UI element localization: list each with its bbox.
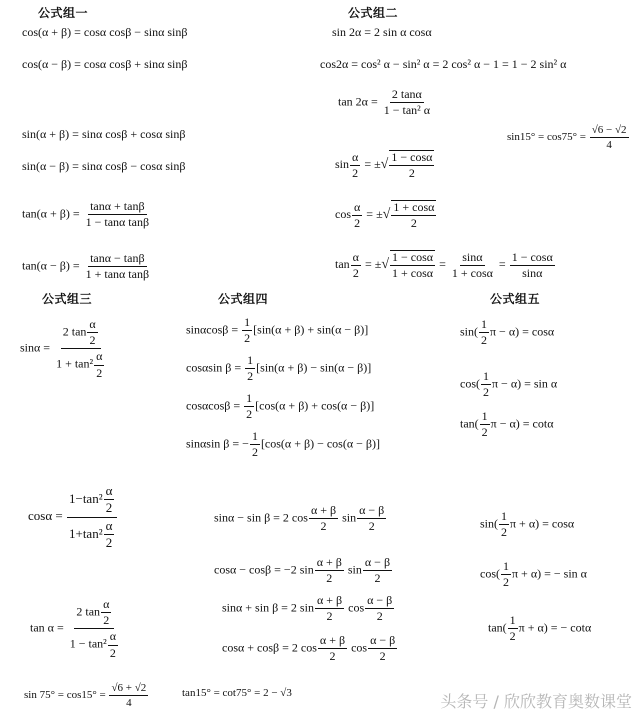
induction-tan-plus-pre: tan(: [488, 620, 507, 635]
product-cos-sin: [186, 354, 371, 383]
half-cos-formula: [335, 200, 437, 230]
half-alpha: [108, 630, 118, 659]
half-tan-f3-den: sinα: [522, 265, 543, 280]
plus-minus: = ±: [363, 206, 383, 221]
heading-group-3: 公式组三: [42, 292, 93, 306]
sum-sin-minus-sin-mid: sin: [339, 510, 357, 525]
two: 2: [374, 571, 381, 586]
sin-diff-formula: [22, 160, 186, 172]
sin-sum-formula: [22, 128, 186, 140]
universal-tan-num-text: 2 tan: [76, 604, 101, 619]
sin15-fraction: [590, 124, 629, 151]
universal-cos-numerator: [67, 484, 117, 518]
product-sin-sin: [186, 430, 380, 459]
half-angle-fraction: [352, 201, 362, 230]
half-sum: [315, 556, 344, 585]
equals: =: [436, 256, 449, 271]
half-sin-formula: [335, 150, 435, 180]
half-angle-fraction: [350, 151, 360, 180]
universal-cos-den-text: 1+tan²: [68, 525, 103, 541]
alpha: α: [101, 598, 111, 613]
one-half: [508, 614, 518, 643]
induction-cos-minus: [460, 370, 557, 399]
two: 2: [246, 407, 253, 422]
product-sin-cos-rhs: [sin(α + β) + sin(α − β)]: [253, 322, 369, 337]
induction-sin-plus: [480, 510, 574, 539]
tan-diff-fraction: [84, 252, 151, 281]
heading-group-4: 公式组四: [218, 292, 269, 306]
tan-sum-numerator: tanα + tanβ: [88, 200, 146, 215]
induction-tan-plus: [488, 614, 591, 643]
sin-diff-rhs: sinα cosβ − cosα sinβ: [81, 159, 186, 173]
sum-cos-plus-cos-lhs: cosα + cosβ = 2 cos: [222, 640, 317, 655]
alpha-minus-beta: α − β: [368, 634, 397, 649]
universal-cos-lhs: cosα =: [28, 508, 66, 524]
half-sum: [318, 634, 347, 663]
universal-tan-fraction: [68, 598, 121, 660]
alpha: α: [104, 484, 115, 500]
sqrt-icon: √: [382, 206, 391, 222]
induction-sin-minus-post: π − α) = cosα: [490, 324, 555, 339]
universal-sin-num-text: 2 tan: [62, 324, 87, 339]
alpha: α: [94, 350, 104, 365]
sin75-numerator: √6 + √2: [109, 682, 148, 696]
half-tan-radicand: [390, 250, 435, 280]
one: 1: [244, 392, 254, 407]
sum-cos-minus-cos-lhs: cosα − cosβ = −2 sin: [214, 562, 314, 577]
half-tan-formula: [335, 250, 556, 280]
one: 1: [245, 354, 255, 369]
two: 2: [105, 500, 113, 516]
universal-tan-denominator: [68, 629, 121, 659]
alpha: α: [108, 630, 118, 645]
half-alpha: [87, 318, 97, 347]
plus-minus: = ±: [361, 256, 382, 271]
sum-cos-plus-cos-mid: cos: [348, 640, 368, 655]
two: 2: [501, 525, 507, 540]
tan-sum-formula: [22, 200, 152, 229]
induction-cos-minus-post: π − α) = sin α: [492, 376, 558, 391]
two: 2: [103, 613, 110, 628]
half-alpha: [101, 598, 111, 627]
half-angle-fraction: [351, 251, 361, 280]
one-half: [250, 430, 260, 459]
induction-tan-plus-post: π + α) = − cotα: [518, 620, 592, 635]
induction-tan-minus-post: π − α) = cotα: [490, 416, 554, 431]
universal-cos-formula: [28, 484, 118, 550]
tan-diff-lhs: tan(α − β) =: [22, 258, 83, 273]
two: 2: [251, 445, 258, 460]
alpha: α: [87, 318, 97, 333]
sin75-lhs: sin 75° = cos15° =: [24, 689, 109, 702]
sin15-numerator: √6 − √2: [590, 124, 629, 138]
cos-diff-formula: [22, 58, 187, 70]
two: 2: [326, 571, 333, 586]
half-sum: [315, 594, 344, 623]
alpha: α: [104, 519, 115, 535]
half-angle-num: α: [352, 201, 362, 216]
two: 2: [244, 331, 251, 346]
sin75-denominator: 4: [126, 697, 132, 710]
half-sin-lhs: sin: [335, 156, 350, 171]
one-half: [499, 510, 509, 539]
product-cos-cos: [186, 392, 374, 421]
sin15-lhs: sin15° = cos75° =: [507, 131, 589, 144]
product-cos-sin-lhs: cosαsin β =: [186, 360, 245, 375]
sum-sin-plus-sin-lhs: sinα + sin β = 2 sin: [222, 600, 314, 615]
induction-sin-plus-post: π + α) = cosα: [510, 516, 575, 531]
universal-sin-formula: [20, 318, 108, 380]
half-angle-num: α: [350, 151, 360, 166]
tan-double-formula: [338, 88, 433, 117]
two: 2: [368, 519, 375, 534]
alpha-plus-beta: α + β: [318, 634, 347, 649]
two: 2: [503, 575, 509, 590]
one: 1: [250, 430, 260, 445]
one: 1: [501, 560, 511, 575]
sin75-fraction: [109, 682, 148, 709]
one: 1: [480, 410, 490, 425]
half-tan-fraction-2: [450, 251, 495, 280]
cos-sum-lhs: cos(α + β) =: [22, 25, 84, 39]
half-tan-f2-num: sinα: [460, 251, 484, 266]
induction-sin-minus-pre: sin(: [460, 324, 478, 339]
equals: =: [495, 256, 509, 271]
sin-sum-rhs: sinα cosβ + cosα sinβ: [81, 127, 186, 141]
tan-diff-denominator: 1 + tanα tanβ: [85, 267, 150, 282]
alpha-minus-beta: α − β: [363, 556, 392, 571]
half-angle-den: 2: [354, 215, 361, 230]
tan-double-denominator: 1 − tan² α: [383, 103, 431, 118]
tan-diff-numerator: tanα − tanβ: [88, 252, 146, 267]
two: 2: [89, 333, 96, 348]
sum-cos-minus-cos-mid: sin: [344, 562, 362, 577]
plus-minus: = ±: [361, 156, 381, 171]
induction-sin-plus-pre: sin(: [480, 516, 498, 531]
one: 1: [479, 318, 489, 333]
one-half: [501, 560, 511, 589]
alpha-plus-beta: α + β: [309, 504, 338, 519]
product-sin-sin-lhs: sinαsin β = −: [186, 436, 249, 451]
product-sin-cos: [186, 316, 368, 345]
sum-sin-plus-sin: [222, 594, 395, 623]
tan-sum-fraction: [84, 200, 151, 229]
tan15-formula: tan15° = cot75° = 2 − √3: [182, 687, 292, 699]
sum-sin-minus-sin-lhs: sinα − sin β = 2 cos: [214, 510, 308, 525]
half-tan-radicand-num: 1 − cosα: [390, 251, 435, 266]
induction-cos-plus-post: π + α) = − sin α: [512, 566, 587, 581]
universal-tan-numerator: [74, 598, 114, 629]
heading-group-5: 公式组五: [490, 292, 541, 306]
cos-sum-formula: [22, 26, 187, 38]
two: 2: [379, 649, 386, 664]
half-tan-f2-den: 1 + cosα: [451, 265, 493, 280]
tan-diff-formula: [22, 252, 152, 281]
half-alpha: [94, 350, 104, 379]
two: 2: [247, 369, 254, 384]
sin15-formula: [507, 124, 630, 151]
half-angle-den: 2: [352, 165, 359, 180]
sqrt-icon: √: [380, 156, 389, 172]
half-tan-fraction-3: [510, 251, 555, 280]
half-diff: [365, 594, 394, 623]
induction-tan-minus-pre: tan(: [460, 416, 479, 431]
half-sin-radicand-den: 2: [408, 166, 415, 181]
induction-sin-minus: [460, 318, 554, 347]
one-half: [481, 370, 491, 399]
half-cos-lhs: cos: [335, 206, 351, 221]
one: 1: [499, 510, 509, 525]
tan-sum-denominator: 1 − tanα tanβ: [85, 215, 150, 230]
half-cos-radicand-den: 2: [410, 216, 417, 231]
half-alpha: [104, 519, 115, 551]
one: 1: [242, 316, 252, 331]
cos-sum-rhs: cosα cosβ − sinα sinβ: [83, 25, 188, 39]
tan-sum-lhs: tan(α + β) =: [22, 206, 83, 221]
half-sin-radicand: [389, 150, 434, 180]
universal-sin-den-text: 1 + tan²: [56, 356, 94, 371]
alpha-minus-beta: α − β: [365, 594, 394, 609]
alpha-minus-beta: α − β: [357, 504, 386, 519]
two: 2: [509, 629, 516, 644]
two: 2: [105, 534, 113, 550]
sin15-denominator: 4: [606, 139, 612, 152]
one-half: [244, 392, 254, 421]
universal-sin-denominator: [54, 349, 107, 379]
product-cos-sin-rhs: [sin(α + β) − sin(α − β)]: [256, 360, 372, 375]
cos-diff-lhs: cos(α − β) =: [22, 57, 84, 71]
half-cos-radicand: [391, 200, 436, 230]
two: 2: [329, 649, 336, 664]
half-diff: [368, 634, 397, 663]
sum-cos-plus-cos: [222, 634, 398, 663]
sin-sum-lhs: sin(α + β) =: [22, 127, 82, 141]
cos-diff-rhs: cosα cosβ + sinα sinβ: [83, 57, 188, 71]
half-sin-radicand-num: 1 − cosα: [389, 151, 434, 166]
universal-tan-formula: [30, 598, 122, 660]
cos-double-formula: cos2α = cos² α − sin² α = 2 cos² α − 1 = 1 − 2 sin² α: [320, 57, 567, 71]
universal-sin-numerator: [61, 318, 101, 349]
one-half: [242, 316, 252, 345]
universal-cos-denominator: [67, 518, 117, 551]
two: 2: [481, 425, 488, 440]
half-alpha: [104, 484, 115, 516]
one: 1: [508, 614, 518, 629]
tan-double-lhs: tan 2α =: [338, 94, 381, 109]
universal-cos-num-text: 1−tan²: [68, 490, 103, 506]
two: 2: [326, 609, 333, 624]
two: 2: [376, 609, 383, 624]
half-tan-f3-num: 1 − cosα: [510, 251, 555, 266]
one-half: [245, 354, 255, 383]
universal-sin-lhs: sinα =: [20, 340, 54, 355]
alpha-plus-beta: α + β: [315, 556, 344, 571]
induction-cos-plus-pre: cos(: [480, 566, 500, 581]
two: 2: [96, 365, 103, 380]
watermark: 头条号 / 欣欣教育奥数课堂: [440, 692, 632, 711]
two: 2: [109, 645, 116, 660]
sin75-formula: [24, 682, 149, 709]
universal-tan-den-text: 1 − tan²: [69, 636, 107, 651]
half-tan-lhs: tan: [335, 256, 350, 271]
sum-sin-minus-sin: [214, 504, 387, 533]
universal-tan-lhs: tan α =: [30, 620, 67, 635]
universal-sin-fraction: [54, 318, 107, 380]
product-sin-cos-lhs: sinαcosβ =: [186, 322, 242, 337]
sum-sin-plus-sin-mid: cos: [345, 600, 365, 615]
two: 2: [481, 333, 487, 348]
product-cos-cos-rhs: [cos(α + β) + cos(α − β)]: [255, 398, 375, 413]
heading-group-1: 公式组一: [38, 6, 89, 20]
induction-tan-minus: [460, 410, 553, 439]
half-tan-radicand-den: 1 + cosα: [392, 266, 434, 281]
one-half: [480, 410, 490, 439]
one-half: [479, 318, 489, 347]
alpha-plus-beta: α + β: [315, 594, 344, 609]
half-angle-num: α: [351, 251, 361, 266]
half-diff: [363, 556, 392, 585]
half-diff: [357, 504, 386, 533]
two: 2: [320, 519, 327, 534]
induction-cos-plus: [480, 560, 587, 589]
half-angle-den: 2: [352, 265, 359, 280]
tan-double-numerator: 2 tanα: [390, 88, 424, 103]
sqrt-icon: √: [381, 256, 390, 272]
tan-double-fraction: [382, 88, 432, 117]
universal-cos-fraction: [67, 484, 117, 550]
half-cos-radicand-num: 1 + cosα: [391, 201, 436, 216]
sum-cos-minus-cos: [214, 556, 393, 585]
half-sum: [309, 504, 338, 533]
sin-diff-lhs: sin(α − β) =: [22, 159, 82, 173]
product-cos-cos-lhs: cosαcosβ =: [186, 398, 244, 413]
one: 1: [481, 370, 491, 385]
two: 2: [483, 385, 489, 400]
sin-double-formula: sin 2α = 2 sin α cosα: [332, 25, 432, 39]
induction-cos-minus-pre: cos(: [460, 376, 480, 391]
product-sin-sin-rhs: [cos(α + β) − cos(α − β)]: [260, 436, 380, 451]
heading-group-2: 公式组二: [348, 6, 399, 20]
